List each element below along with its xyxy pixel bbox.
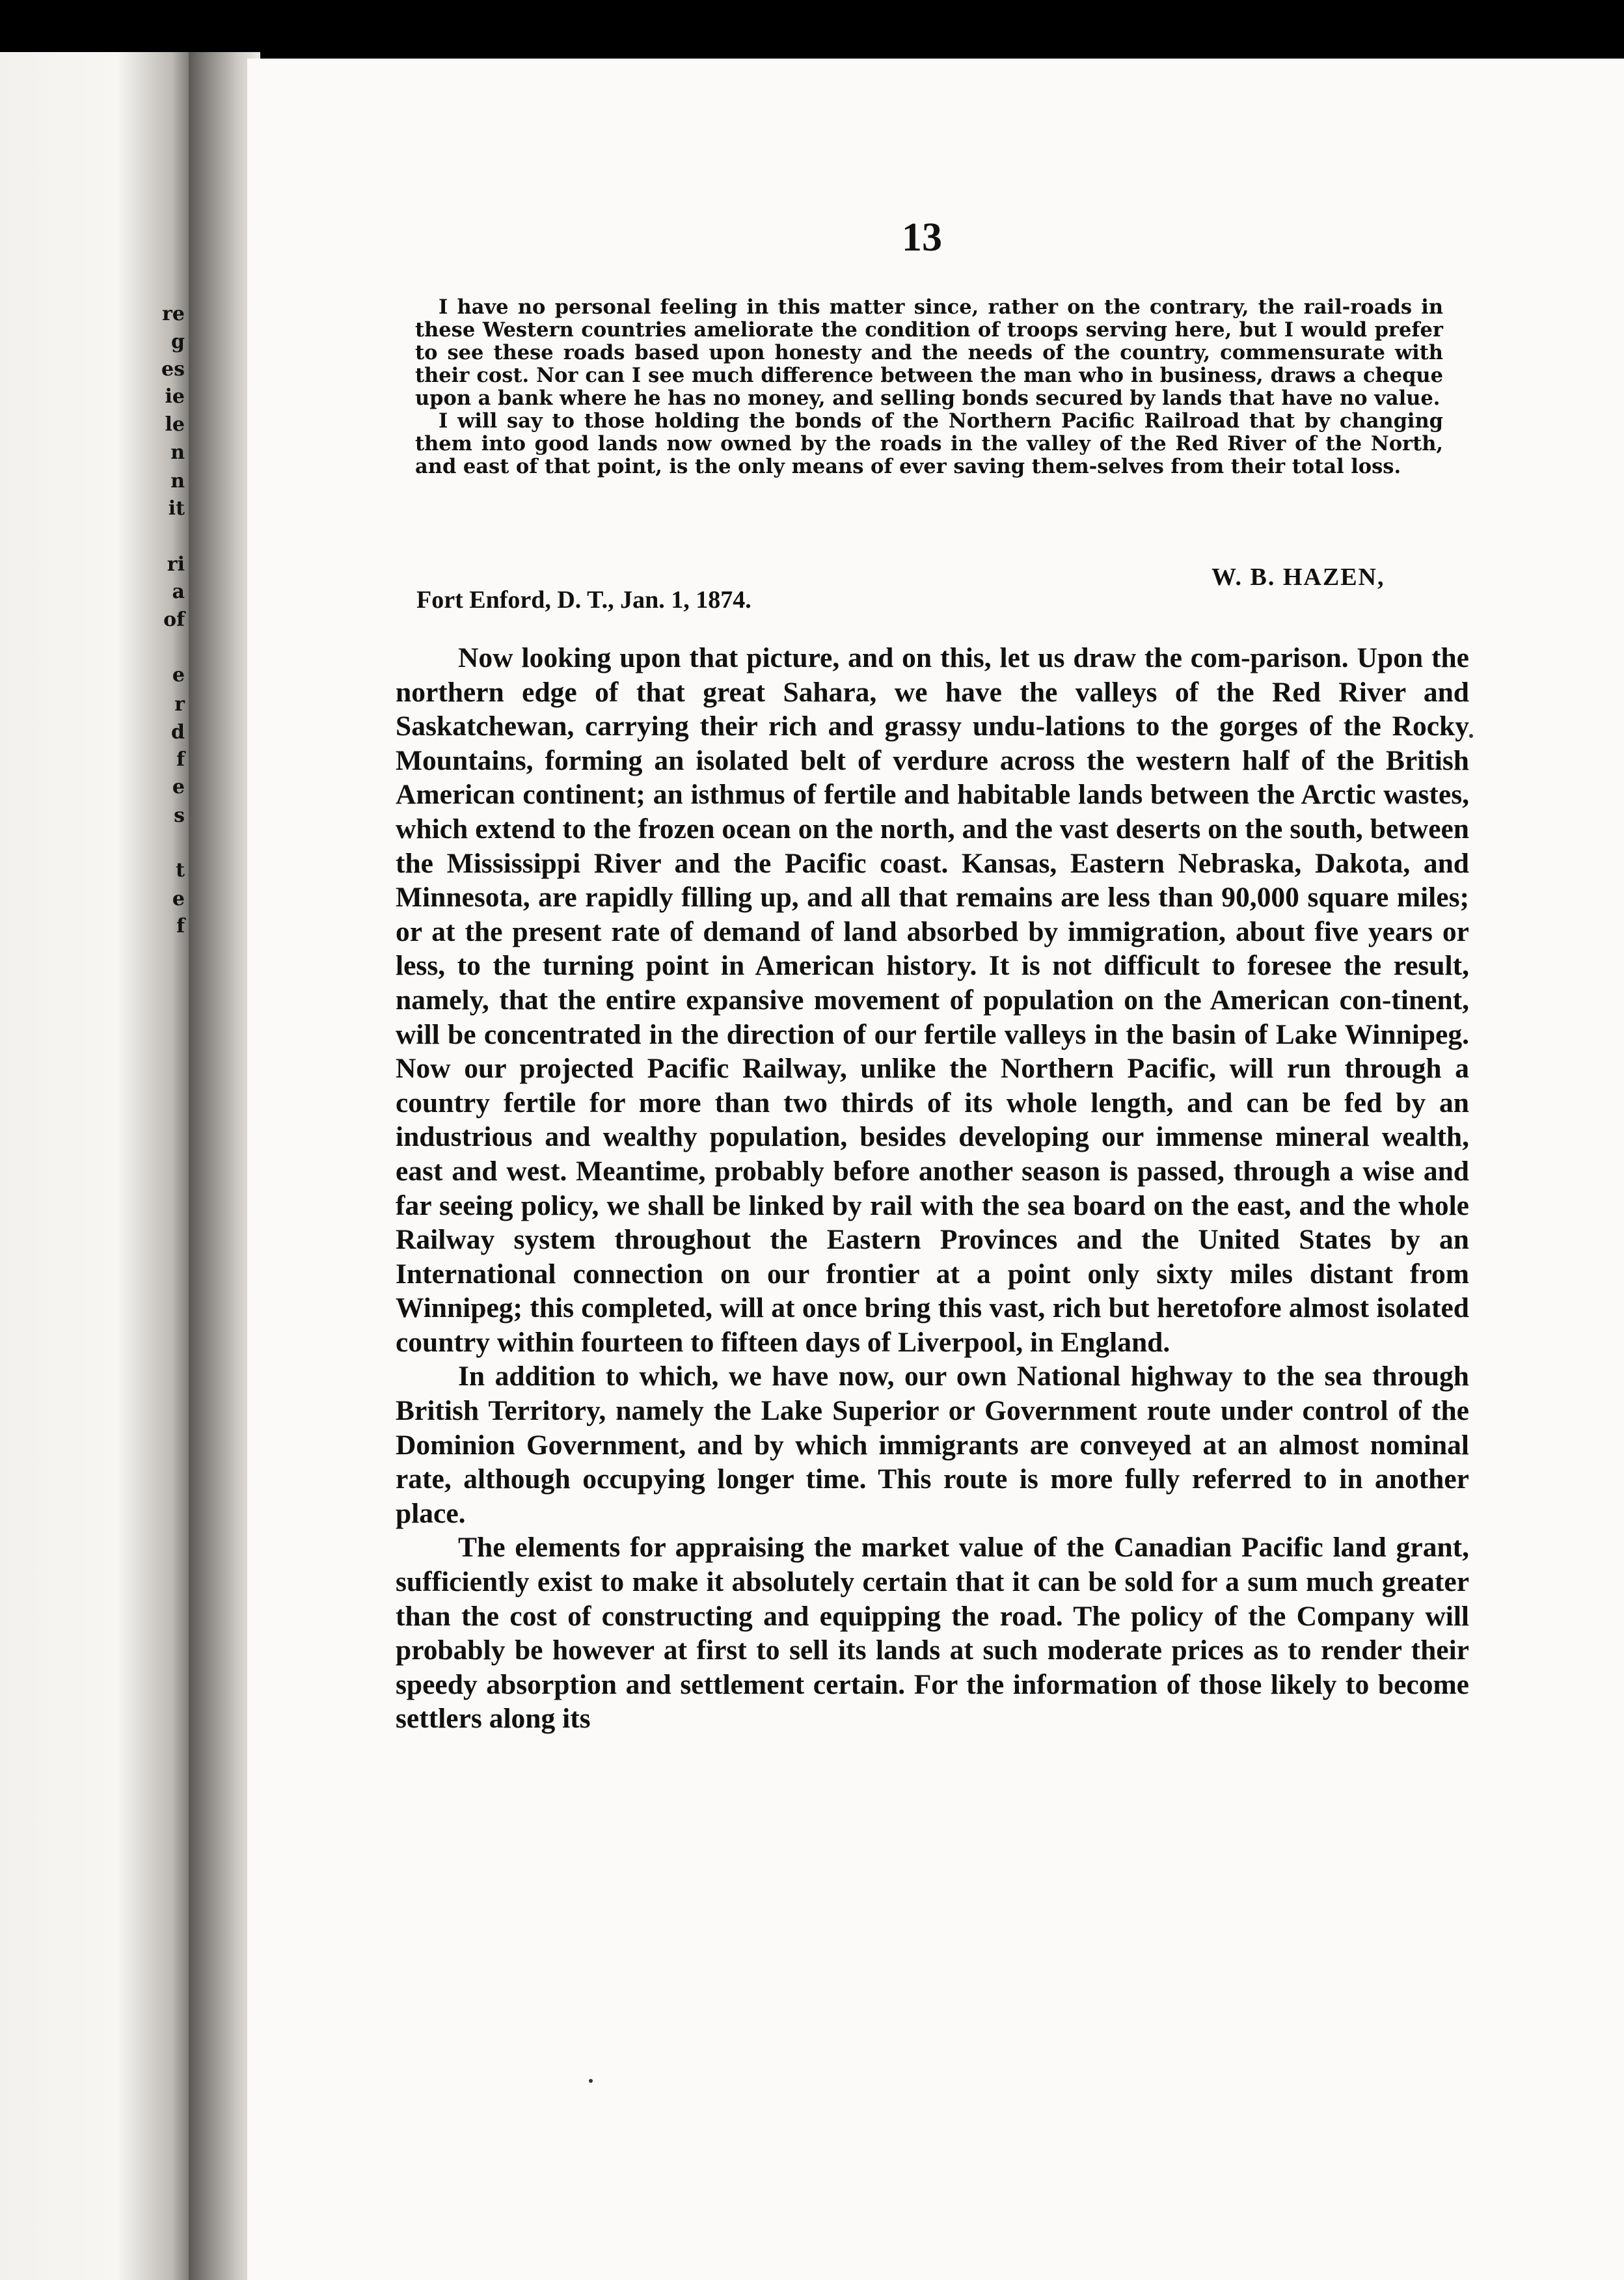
facing-page-fragment: re (162, 303, 185, 325)
facing-page-fragment: a (172, 580, 185, 603)
letter-signature: W. B. HAZEN, (1211, 563, 1385, 591)
body-text (396, 641, 1469, 1736)
facing-page-fragment: e (172, 776, 185, 798)
facing-page-fragment: e (172, 664, 185, 686)
letter-paragraph: I have no personal feeling in this matter since, rather on the contrary, the rail-roads in these Western countries ameliorate the condition of troops serving here, but I would prefer to see these roads based upon honesty and the needs of the country, commensurate with their cost. Nor can I see much difference between the man who in business, draws a cheque upon a bank where he has no money, and selling bonds secured by lands that have no value. (415, 295, 1443, 410)
facing-page-fragment: n (170, 470, 185, 493)
facing-page-left (0, 52, 195, 2280)
paper-speck (589, 2079, 593, 2083)
facing-page-fragment: g (171, 331, 185, 353)
letter-dateline: Fort Enford, D. T., Jan. 1, 1874. (416, 586, 751, 614)
body-paragraph: Now looking upon that picture, and on this, let us draw the com-parison. Upon the northern edge of that great Sahara, we have the valleys of the Red River and Saskatchewan, carrying their rich and grassy undu-lations to the gorges of the Rocky Mountains, forming an isolated belt of verdure across the western half of the British American continent; an isthmus of fertile and habitable lands between the Arctic wastes, which extend to the frozen ocean on the north, and the vast deserts on the south, between the Mississippi River and the Pacific coast. Kansas, Eastern Nebraska, Dakota, and Minnesota, are rapidly filling up, and all that remains are less than 90,000 square miles; or at the present rate of demand of land absorbed by immigration, about five years or less, to the turning point in American history. It is not difficult to foresee the result, namely, that the entire expansive movement of population on the American con-tinent, will be concentrated in the direction of our fertile valleys in the basin of Lake Winnipeg. Now our projected Pacific Railway, unlike the Northern Pacific, will run through a country fertile for more than two thirds of its whole length, and can be fed by an industrious and wealthy population, besides developing our immense mineral wealth, east and west. Meantime, probably before another season is passed, through a wise and far seeing policy, we shall be linked by rail with the sea board on the east, and the whole Railway system throughout the Eastern Provinces and the United States by an International connection on our frontier at a point only sixty miles distant from Winnipeg; this completed, will at once bring this vast, rich but heretofore almost isolated country within fourteen to fifteen days of Liverpool, in England. (396, 642, 1469, 1358)
scan-border-top (0, 0, 1624, 59)
body-paragraph: The elements for appraising the market value of the Canadian Pacific land grant, sufficiently exist to make it absolutely certain that it can be sold for a sum much greater than the cost of constructing and equipping the road. The policy of the Company will probably be however at first to sell its lands at such moderate prices as to render their speedy absorption and settlement certain. For the information of those likely to become settlers along its (396, 1532, 1469, 1735)
page-number: 13 (902, 215, 942, 260)
paper-speck (1469, 734, 1473, 738)
facing-page-fragment: ie (165, 385, 185, 408)
facing-page-fragment: ri (167, 553, 185, 576)
facing-page-fragment: it (168, 497, 185, 520)
quoted-letter (415, 296, 1443, 478)
facing-page-fragment: n (170, 441, 185, 464)
facing-page-fragment: of (163, 608, 185, 631)
facing-page-fragment: d (171, 721, 185, 744)
facing-page-fragment: e (172, 888, 185, 910)
facing-page-fragment: r (174, 693, 185, 716)
facing-page-fragment: f (176, 748, 185, 771)
body-paragraph: In addition to which, we have now, our own National highway to the sea through British Territory, namely the Lake Superior or Government route under control of the Dominion Government, and by which immigrants are conveyed at an almost nominal rate, although occupying longer time. This route is more fully referred to in another place. (396, 1361, 1469, 1529)
facing-page-fragment: f (176, 915, 185, 938)
letter-paragraph: I will say to those holding the bonds of the Northern Pacific Railroad that by changing them into good lands now owned by the roads in the valley of the Red River of the North, and east of that point, is the only means of ever saving them-selves from their total loss. (415, 409, 1443, 478)
facing-page-fragment: es (161, 358, 185, 381)
facing-page-fragment: t (176, 859, 185, 882)
facing-page-fragment: le (165, 413, 185, 436)
facing-page-fragment: s (174, 804, 185, 827)
